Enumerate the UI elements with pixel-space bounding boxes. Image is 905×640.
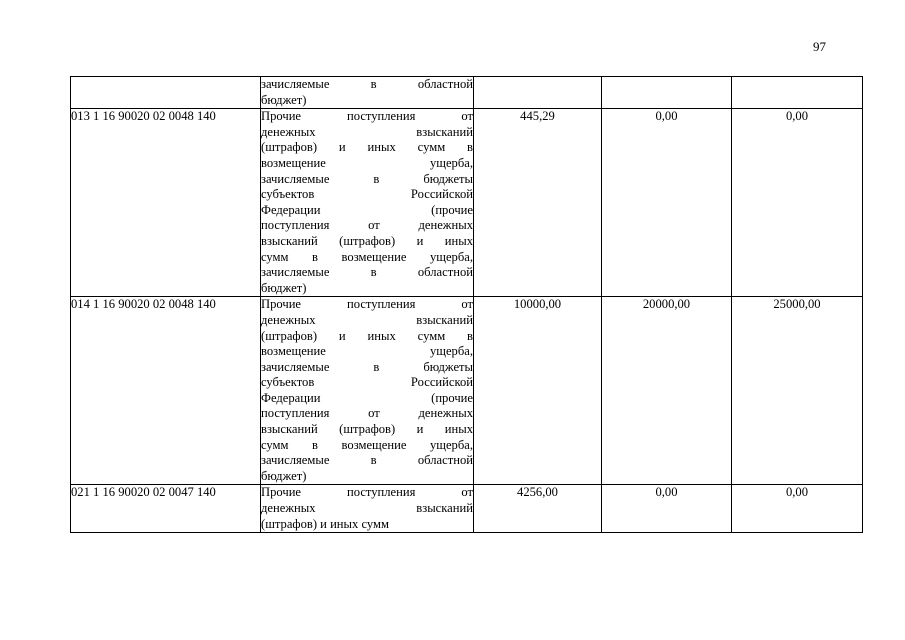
description-line: Прочие поступления от bbox=[261, 297, 473, 312]
description-line: сумм в возмещение ущерба, bbox=[261, 437, 473, 452]
description-line: (штрафов) и иных сумм в bbox=[261, 328, 473, 343]
description-line: (штрафов) и иных сумм bbox=[261, 516, 389, 531]
budget-code-cell: 013 1 16 90020 02 0048 140 bbox=[71, 109, 261, 297]
description-cell bbox=[261, 297, 474, 485]
amount-cell bbox=[732, 77, 863, 109]
table-row bbox=[71, 297, 863, 485]
description-line: Прочие поступления от bbox=[261, 109, 473, 124]
description-line: Федерации (прочие bbox=[261, 202, 473, 217]
description-line: денежных взысканий bbox=[261, 501, 473, 516]
description-line: поступления от денежных bbox=[261, 406, 473, 421]
amount-cell bbox=[474, 77, 602, 109]
description-line: денежных взысканий bbox=[261, 124, 473, 139]
amount-cell: 0,00 bbox=[732, 109, 863, 297]
description-line: субъектов Российской bbox=[261, 187, 473, 202]
amount-cell: 25000,00 bbox=[732, 297, 863, 485]
description-line: субъектов Российской bbox=[261, 375, 473, 390]
description-line: поступления от денежных bbox=[261, 218, 473, 233]
description-cell bbox=[261, 485, 474, 533]
description-line: денежных взысканий bbox=[261, 312, 473, 327]
table-body bbox=[71, 77, 863, 533]
budget-code-cell bbox=[71, 77, 261, 109]
description-line: Федерации (прочие bbox=[261, 390, 473, 405]
amount-cell bbox=[602, 77, 732, 109]
description-line: Прочие поступления от bbox=[261, 485, 473, 500]
description-line: зачисляемые в областной bbox=[261, 453, 473, 468]
description-cell bbox=[261, 109, 474, 297]
description-line: (штрафов) и иных сумм в bbox=[261, 140, 473, 155]
description-line: возмещение ущерба, bbox=[261, 155, 473, 170]
amount-cell: 0,00 bbox=[732, 485, 863, 533]
amount-cell: 0,00 bbox=[602, 109, 732, 297]
table-row bbox=[71, 77, 863, 109]
description-line: бюджет) bbox=[261, 280, 307, 295]
page-number: 97 bbox=[813, 39, 826, 54]
amount-cell: 0,00 bbox=[602, 485, 732, 533]
table-row bbox=[71, 109, 863, 297]
budget-code-cell: 021 1 16 90020 02 0047 140 bbox=[71, 485, 261, 533]
amount-cell: 4256,00 bbox=[474, 485, 602, 533]
description-line: зачисляемые в бюджеты bbox=[261, 171, 473, 186]
amount-cell: 20000,00 bbox=[602, 297, 732, 485]
description-line: зачисляемые в областной bbox=[261, 77, 473, 91]
budget-code-cell: 014 1 16 90020 02 0048 140 bbox=[71, 297, 261, 485]
table-row bbox=[71, 485, 863, 533]
revenue-table bbox=[70, 76, 863, 533]
description-line: сумм в возмещение ущерба, bbox=[261, 249, 473, 264]
description-line: зачисляемые в бюджеты bbox=[261, 359, 473, 374]
description-line: бюджет) bbox=[261, 468, 307, 483]
description-line: взысканий (штрафов) и иных bbox=[261, 233, 473, 248]
description-cell bbox=[261, 77, 474, 109]
description-line: взысканий (штрафов) и иных bbox=[261, 422, 473, 437]
description-line: зачисляемые в областной bbox=[261, 265, 473, 280]
amount-cell: 445,29 bbox=[474, 109, 602, 297]
description-line: возмещение ущерба, bbox=[261, 344, 473, 359]
amount-cell: 10000,00 bbox=[474, 297, 602, 485]
description-line: бюджет) bbox=[261, 92, 307, 107]
